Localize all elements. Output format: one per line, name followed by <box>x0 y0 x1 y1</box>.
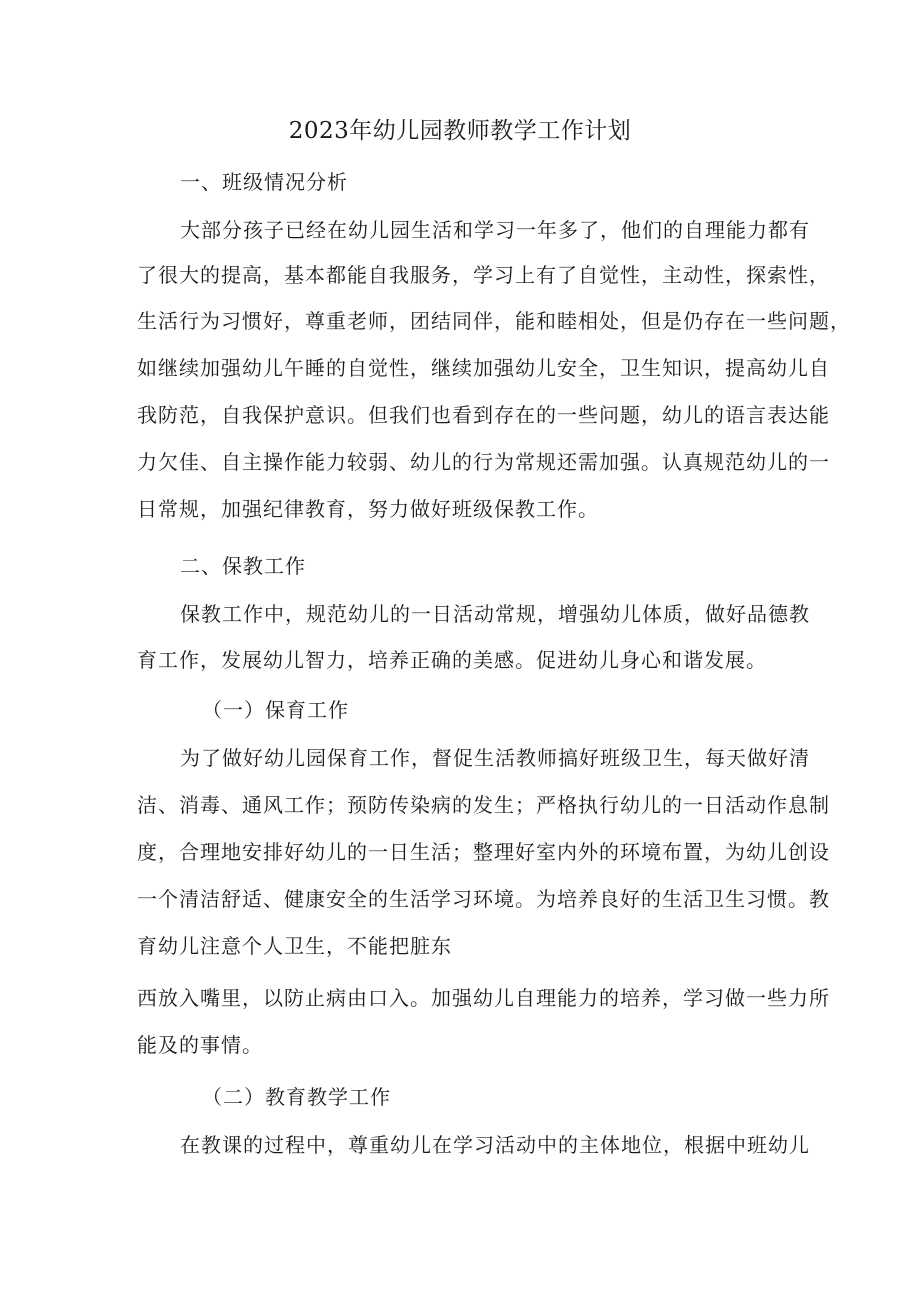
paragraph-line: 育工作，发展幼儿智力，培养正确的美感。促进幼儿身心和谐发展。 <box>137 648 767 672</box>
paragraph-line: 我防范，自我保护意识。但我们也看到存在的一些问题，幼儿的语言表达能 <box>137 403 830 427</box>
paragraph-line: 一个清洁舒适、健康安全的生活学习环境。为培养良好的生活卫生习惯。教 <box>137 887 830 911</box>
section-heading-1: 一、班级情况分析 <box>180 170 348 194</box>
paragraph-line: 日常规，加强纪律教育，努力做好班级保教工作。 <box>137 497 599 521</box>
paragraph-line: 如继续加强幼儿午睡的自觉性，继续加强幼儿安全，卫生知识，提高幼儿自 <box>137 356 830 380</box>
paragraph-line: 育幼儿注意个人卫生，不能把脏东 <box>137 934 452 958</box>
paragraph-line: 了很大的提高，基本都能自我服务，学习上有了自觉性，主动性，探索性， <box>137 263 830 287</box>
paragraph-line: 能及的事情。 <box>137 1033 263 1057</box>
paragraph-line: 大部分孩子已经在幼儿园生活和学习一年多了，他们的自理能力都有 <box>180 218 810 242</box>
document-title: 2023年幼儿园教师教学工作计划 <box>288 118 632 144</box>
subsection-heading-1: （一）保育工作 <box>202 698 349 722</box>
paragraph-line: 在教课的过程中，尊重幼儿在学习活动中的主体地位，根据中班幼儿 <box>180 1133 810 1157</box>
paragraph-line: 生活行为习惯好，尊重老师，团结同伴，能和睦相处，但是仍存在一些问题， <box>137 309 851 333</box>
subsection-heading-2: （二）教育教学工作 <box>202 1085 391 1109</box>
paragraph-line: 度，合理地安排好幼儿的一日生活；整理好室内外的环境布置，为幼儿创设 <box>137 840 830 864</box>
paragraph-line: 力欠佳、自主操作能力较弱、幼儿的行为常规还需加强。认真规范幼儿的一 <box>137 450 830 474</box>
paragraph-line: 为了做好幼儿园保育工作，督促生活教师搞好班级卫生，每天做好清 <box>180 746 810 770</box>
paragraph-line: 洁、消毒、通风工作；预防传染病的发生；严格执行幼儿的一日活动作息制 <box>137 793 830 817</box>
paragraph-line: 保教工作中，规范幼儿的一日活动常规，增强幼儿体质，做好品德教 <box>180 602 810 626</box>
paragraph-line: 西放入嘴里，以防止病由口入。加强幼儿自理能力的培养，学习做一些力所 <box>137 986 830 1010</box>
section-heading-2: 二、保教工作 <box>180 554 306 578</box>
